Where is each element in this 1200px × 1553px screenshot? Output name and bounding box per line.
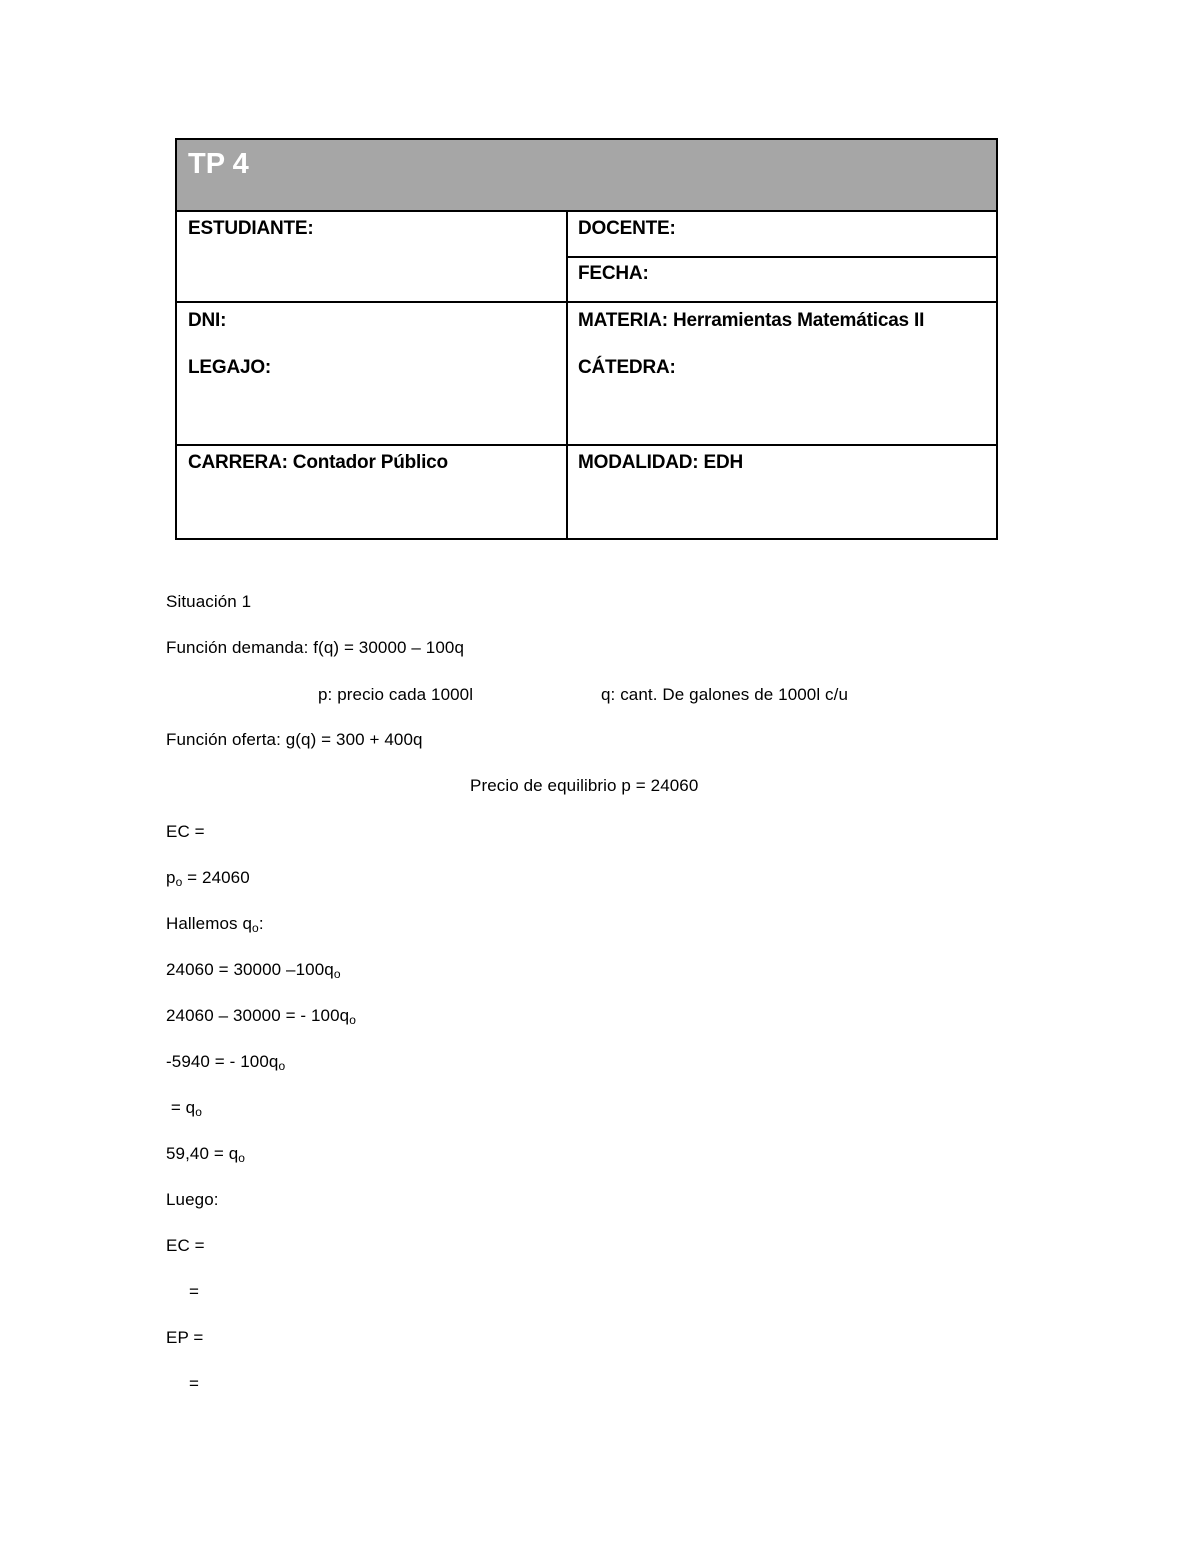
materia-label: MATERIA: Herramientas Matemáticas II: [578, 310, 925, 331]
equation-1-main: 24060 = 30000 –100q: [166, 960, 334, 979]
document-title: TP 4: [188, 148, 249, 180]
row-divider-dni: [177, 301, 996, 303]
ep-equals-line: =: [189, 1374, 200, 1393]
hallemos-rest: :: [258, 914, 264, 933]
equation-2-main: 24060 – 30000 = - 100q: [166, 1006, 350, 1025]
ep-line: EP =: [166, 1328, 204, 1347]
modalidad-label: MODALIDAD: EDH: [578, 452, 744, 473]
equation-line-1: [166, 960, 341, 984]
equilibrio-line: Precio de equilibrio p = 24060: [470, 776, 699, 795]
oferta-line: Función oferta: g(q) = 300 + 400q: [166, 730, 423, 749]
equation-line-3: [166, 1052, 285, 1076]
p0-rest: = 24060: [187, 868, 250, 887]
equation-1-subscript: o: [333, 967, 341, 981]
ec-line-2: EC =: [166, 1236, 205, 1255]
row-divider-carrera: [177, 444, 996, 446]
equation-line-4: [166, 1098, 202, 1122]
title-band: [177, 140, 996, 212]
row-divider-docente: [568, 256, 996, 258]
fecha-label: FECHA:: [578, 263, 649, 284]
dni-label: DNI:: [188, 310, 227, 331]
precio-definition: p: precio cada 1000l: [318, 685, 474, 704]
situacion-heading: Situación 1: [166, 592, 252, 611]
demanda-line: Función demanda: f(q) = 30000 – 100q: [166, 638, 465, 657]
p0-subscript: o: [175, 875, 183, 889]
equation-4-main: = q: [166, 1098, 196, 1117]
equation-line-2: [166, 1006, 356, 1030]
catedra-label: CÁTEDRA:: [578, 357, 676, 378]
estudiante-label: ESTUDIANTE:: [188, 218, 314, 239]
header-table: [175, 138, 998, 540]
p0-main: p: [166, 868, 176, 887]
hallemos-line: [166, 914, 264, 938]
carrera-label: CARRERA: Contador Público: [188, 452, 448, 473]
equation-5-subscript: o: [238, 1151, 246, 1165]
equation-line-5: [166, 1144, 245, 1168]
cantidad-definition: q: cant. De galones de 1000l c/u: [601, 685, 849, 704]
docente-label: DOCENTE:: [578, 218, 676, 239]
equation-5-main: 59,40 = q: [166, 1144, 239, 1163]
equation-3-subscript: o: [278, 1059, 286, 1073]
column-divider: [566, 212, 568, 540]
luego-line: Luego:: [166, 1190, 219, 1209]
equation-3-main: -5940 = - 100q: [166, 1052, 279, 1071]
p0-line: [166, 868, 250, 892]
hallemos-main: Hallemos q: [166, 914, 253, 933]
equation-2-subscript: o: [349, 1013, 357, 1027]
ec-line-1: EC =: [166, 822, 205, 841]
legajo-label: LEGAJO:: [188, 357, 272, 378]
equation-4-subscript: o: [195, 1105, 203, 1119]
ec-equals-line: =: [189, 1282, 200, 1301]
hallemos-subscript: o: [252, 921, 259, 935]
